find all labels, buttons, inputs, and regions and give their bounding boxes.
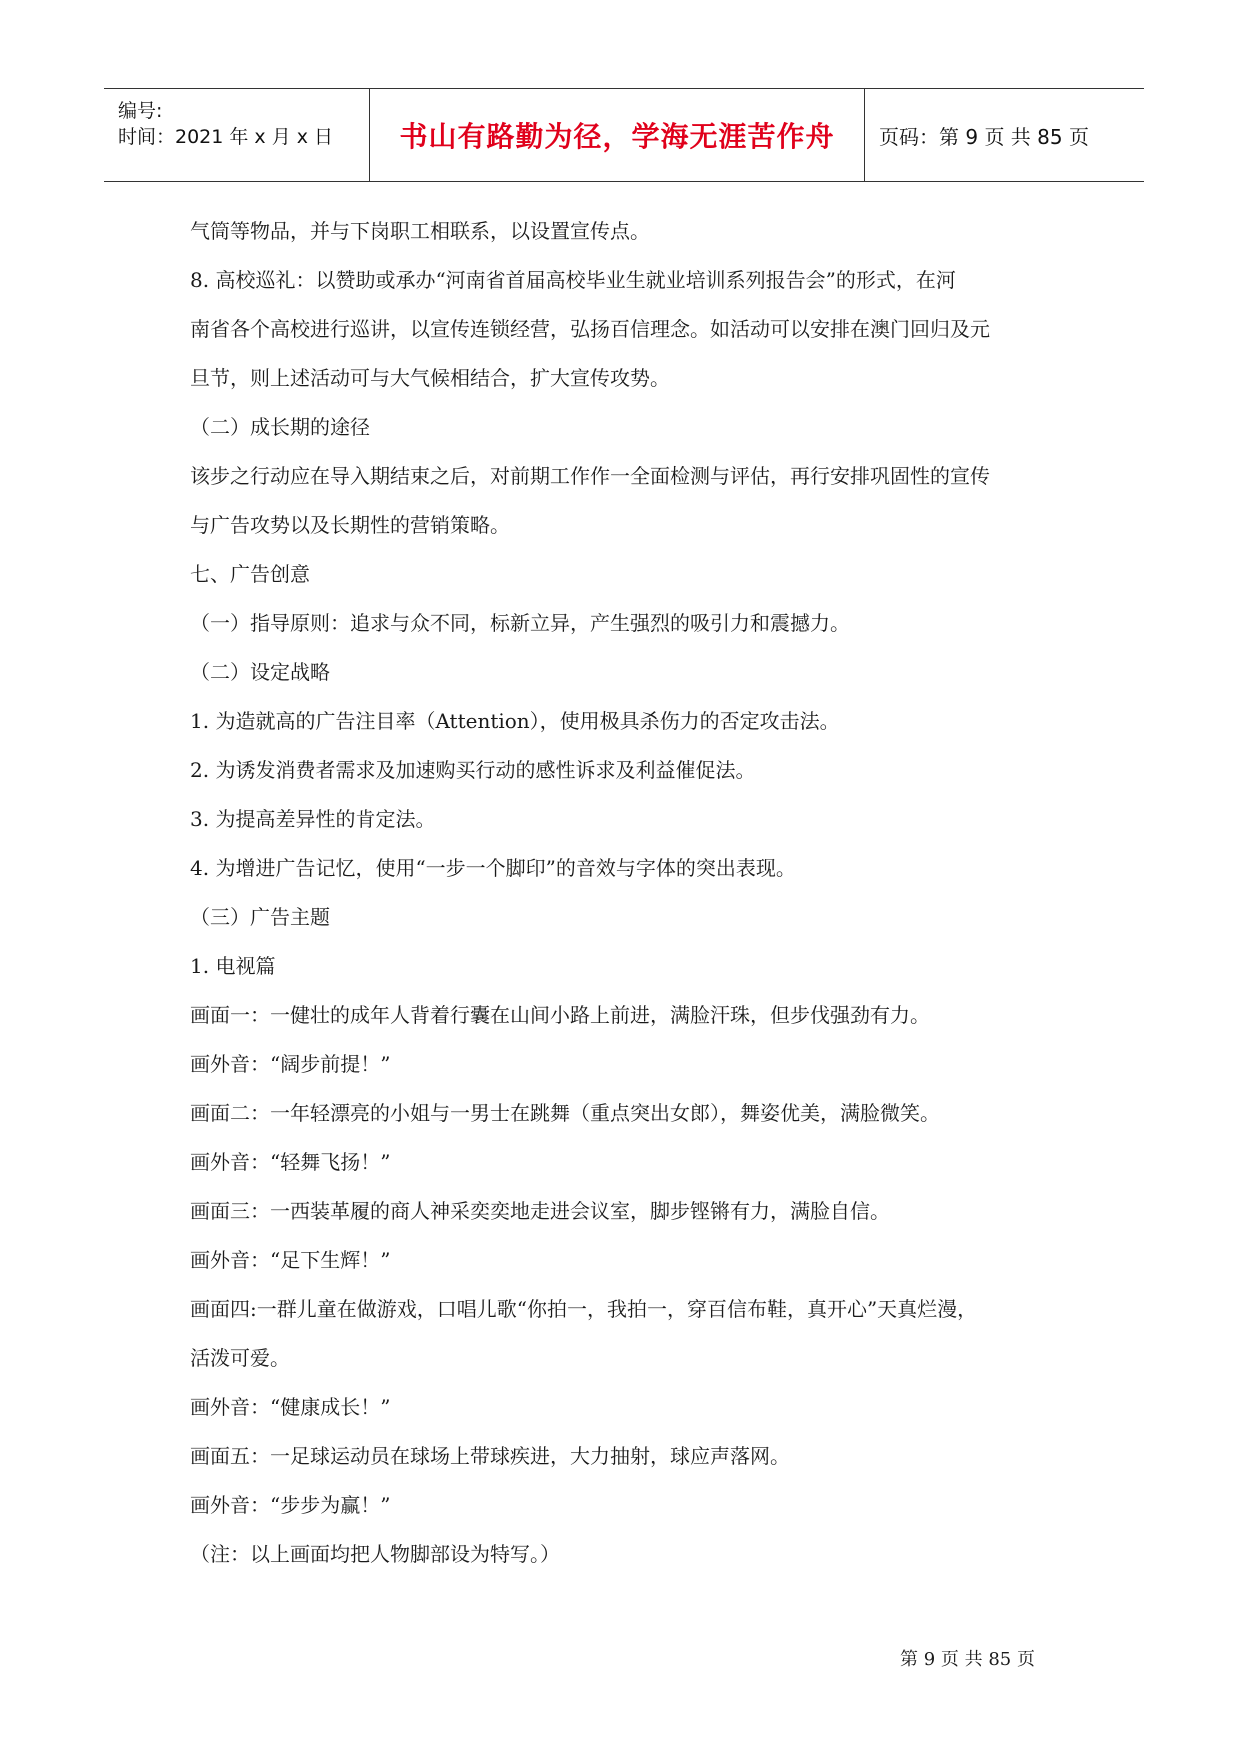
text-line: 该步之行动应在导入期结束之后，对前期工作作一全面检测与评估，再行安排巩固性的宣传 bbox=[190, 464, 990, 488]
note-line: （注：以上画面均把人物脚部设为特写。） bbox=[190, 1542, 560, 1566]
text-line: 画面三：一西装革履的商人神采奕奕地走进会议室，脚步铿锵有力，满脸自信。 bbox=[190, 1199, 890, 1223]
page-header bbox=[104, 88, 1144, 182]
text-line: 画面二：一年轻漂亮的小姐与一男士在跳舞（重点突出女郎），舞姿优美，满脸微笑。 bbox=[190, 1101, 940, 1125]
header-info-cell bbox=[104, 89, 370, 181]
text-line: 与广告攻势以及长期性的营销策略。 bbox=[190, 513, 510, 537]
motto-text: 书山有路勤为径，学海无涯苦作舟 bbox=[399, 120, 835, 153]
section-heading: （二）成长期的途径 bbox=[190, 415, 370, 439]
section-heading: （二）设定战略 bbox=[190, 660, 330, 684]
text-line: 画外音：“轻舞飞扬！” bbox=[190, 1150, 391, 1174]
text-line: 画外音：“阔步前提！” bbox=[190, 1052, 391, 1076]
list-item: 1. 电视篇 bbox=[190, 954, 276, 978]
list-item: 1. 为造就高的广告注目率（Attention），使用极具杀伤力的否定攻击法。 bbox=[190, 709, 840, 733]
list-item: 2. 为诱发消费者需求及加速购买行动的感性诉求及利益催促法。 bbox=[190, 758, 756, 782]
text-line: 8. 高校巡礼：以赞助或承办“河南省首届高校毕业生就业培训系列报告会”的形式，在河 bbox=[190, 268, 956, 292]
list-item: 4. 为增进广告记忆，使用“一步一个脚印”的音效与字体的突出表现。 bbox=[190, 856, 796, 880]
time-label: 时间：2021 年 x 月 x 日 bbox=[118, 126, 334, 148]
text-line: 画外音：“健康成长！” bbox=[190, 1395, 391, 1419]
section-heading: （三）广告主题 bbox=[190, 905, 330, 929]
text-line: 南省各个高校进行巡讲，以宣传连锁经营，弘扬百信理念。如活动可以安排在澳门回归及元 bbox=[190, 317, 990, 341]
text-line: 画面一：一健壮的成年人背着行囊在山间小路上前进，满脸汗珠，但步伐强劲有力。 bbox=[190, 1003, 930, 1027]
header-page-code: 页码：第 9 页 共 85 页 bbox=[879, 124, 1089, 149]
text-line: 画外音：“足下生辉！” bbox=[190, 1248, 391, 1272]
page-footer: 第 9 页 共 85 页 bbox=[900, 1649, 1035, 1670]
list-item: 3. 为提高差异性的肯定法。 bbox=[190, 807, 436, 831]
header-motto-cell bbox=[370, 89, 865, 181]
text-line: 旦节，则上述活动可与大气候相结合，扩大宣传攻势。 bbox=[190, 366, 670, 390]
text-line: 画面五：一足球运动员在球场上带球疾进，大力抽射，球应声落网。 bbox=[190, 1444, 790, 1468]
text-line: 画外音：“步步为赢！” bbox=[190, 1493, 391, 1517]
text-line: 活泼可爱。 bbox=[190, 1346, 290, 1370]
text-line: 气筒等物品，并与下岗职工相联系，以设置宣传点。 bbox=[190, 219, 650, 243]
section-heading: 七、广告创意 bbox=[190, 562, 310, 586]
number-label: 编号: bbox=[118, 100, 163, 122]
text-line: （一）指导原则：追求与众不同，标新立异，产生强烈的吸引力和震撼力。 bbox=[190, 611, 850, 635]
text-line: 画面四:一群儿童在做游戏，口唱儿歌“你拍一，我拍一，穿百信布鞋，真开心”天真烂漫， bbox=[190, 1297, 978, 1321]
